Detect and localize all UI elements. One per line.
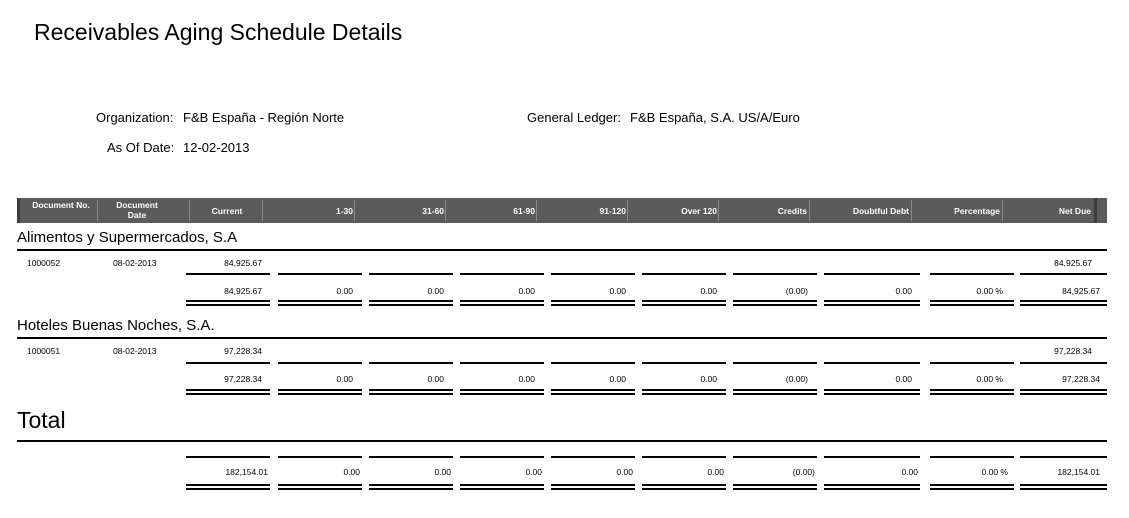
- group-rule: [17, 337, 1107, 339]
- ledger-label: General Ledger:: [527, 110, 621, 125]
- report-title: Receivables Aging Schedule Details: [34, 19, 403, 45]
- subtotal-current: 97,228.34: [224, 374, 262, 384]
- col-header-current: Current: [211, 206, 243, 216]
- doc-no-cell: 1000051: [27, 346, 61, 356]
- column-header-bar: [17, 198, 1107, 223]
- header-divider: [911, 200, 912, 221]
- subtotal-91-120: 0.00: [609, 286, 626, 296]
- total-credits: (0.00): [792, 467, 815, 477]
- total-doubtful: 0.00: [901, 467, 918, 477]
- subtotal-credits: (0.00): [785, 374, 808, 384]
- current-cell: 84,925.67: [224, 258, 262, 268]
- col-header-31-60: 31-60: [422, 206, 444, 216]
- doc-no-cell: 1000052: [27, 258, 61, 268]
- header-edge-right: [1094, 198, 1097, 223]
- col-header-doc-no: Document No.: [32, 200, 90, 210]
- col-header-doc-date: Document Date: [116, 200, 158, 220]
- organization-value: F&B España - Región Norte: [183, 110, 345, 125]
- asof-label: As Of Date:: [107, 140, 175, 155]
- current-cell: 97,228.34: [224, 346, 262, 356]
- col-header-over-120: Over 120: [681, 206, 717, 216]
- header-divider: [445, 200, 446, 221]
- subtotal-current: 84,925.67: [224, 286, 262, 296]
- net-due-cell: 97,228.34: [1054, 346, 1092, 356]
- header-divider: [718, 200, 719, 221]
- header-divider: [536, 200, 537, 221]
- organization-label: Organization:: [96, 110, 174, 125]
- subtotal-1-30: 0.00: [336, 286, 353, 296]
- total-percentage: 0.00 %: [981, 467, 1008, 477]
- subtotal-percentage: 0.00 %: [976, 286, 1003, 296]
- total-61-90: 0.00: [525, 467, 542, 477]
- subtotal-1-30: 0.00: [336, 374, 353, 384]
- ledger-value: F&B España, S.A. US/A/Euro: [630, 110, 800, 125]
- subtotal-net-due: 84,925.67: [1062, 286, 1100, 296]
- group-title: Hoteles Buenas Noches, S.A.: [17, 317, 215, 334]
- doc-date-cell: 08-02-2013: [113, 258, 157, 268]
- total-91-120: 0.00: [616, 467, 633, 477]
- header-divider: [1002, 200, 1003, 221]
- total-1-30: 0.00: [343, 467, 360, 477]
- subtotal-over-120: 0.00: [700, 374, 717, 384]
- header-divider: [627, 200, 628, 221]
- subtotal-credits: (0.00): [785, 286, 808, 296]
- header-divider: [809, 200, 810, 221]
- total-current: 182,154.01: [225, 467, 268, 477]
- group-title: Alimentos y Supermercados, S.A: [17, 229, 238, 246]
- header-edge-left: [17, 198, 20, 223]
- total-net-due: 182,154.01: [1057, 467, 1100, 477]
- total-31-60: 0.00: [434, 467, 451, 477]
- subtotal-91-120: 0.00: [609, 374, 626, 384]
- col-header-credits: Credits: [777, 206, 807, 216]
- subtotal-doubtful: 0.00: [895, 374, 912, 384]
- header-divider: [262, 200, 263, 221]
- total-rule: [17, 440, 1107, 442]
- subtotal-over-120: 0.00: [700, 286, 717, 296]
- subtotal-31-60: 0.00: [427, 286, 444, 296]
- col-header-net-due: Net Due: [1058, 206, 1091, 216]
- col-header-doubtful-debt: Doubtful Debt: [852, 206, 909, 216]
- subtotal-percentage: 0.00 %: [976, 374, 1003, 384]
- header-divider: [189, 200, 190, 221]
- group-rule: [17, 249, 1107, 251]
- doc-date-cell: 08-02-2013: [113, 346, 157, 356]
- subtotal-61-90: 0.00: [518, 374, 535, 384]
- subtotal-net-due: 97,228.34: [1062, 374, 1100, 384]
- subtotal-doubtful: 0.00: [895, 286, 912, 296]
- subtotal-31-60: 0.00: [427, 374, 444, 384]
- col-header-percentage: Percentage: [954, 206, 1000, 216]
- asof-value: 12-02-2013: [183, 140, 250, 155]
- col-header-1-30: 1-30: [335, 206, 353, 216]
- header-divider: [354, 200, 355, 221]
- total-over-120: 0.00: [707, 467, 724, 477]
- total-title: Total: [17, 407, 66, 433]
- col-header-61-90: 61-90: [513, 206, 535, 216]
- subtotal-61-90: 0.00: [518, 286, 535, 296]
- net-due-cell: 84,925.67: [1054, 258, 1092, 268]
- col-header-91-120: 91-120: [599, 206, 626, 216]
